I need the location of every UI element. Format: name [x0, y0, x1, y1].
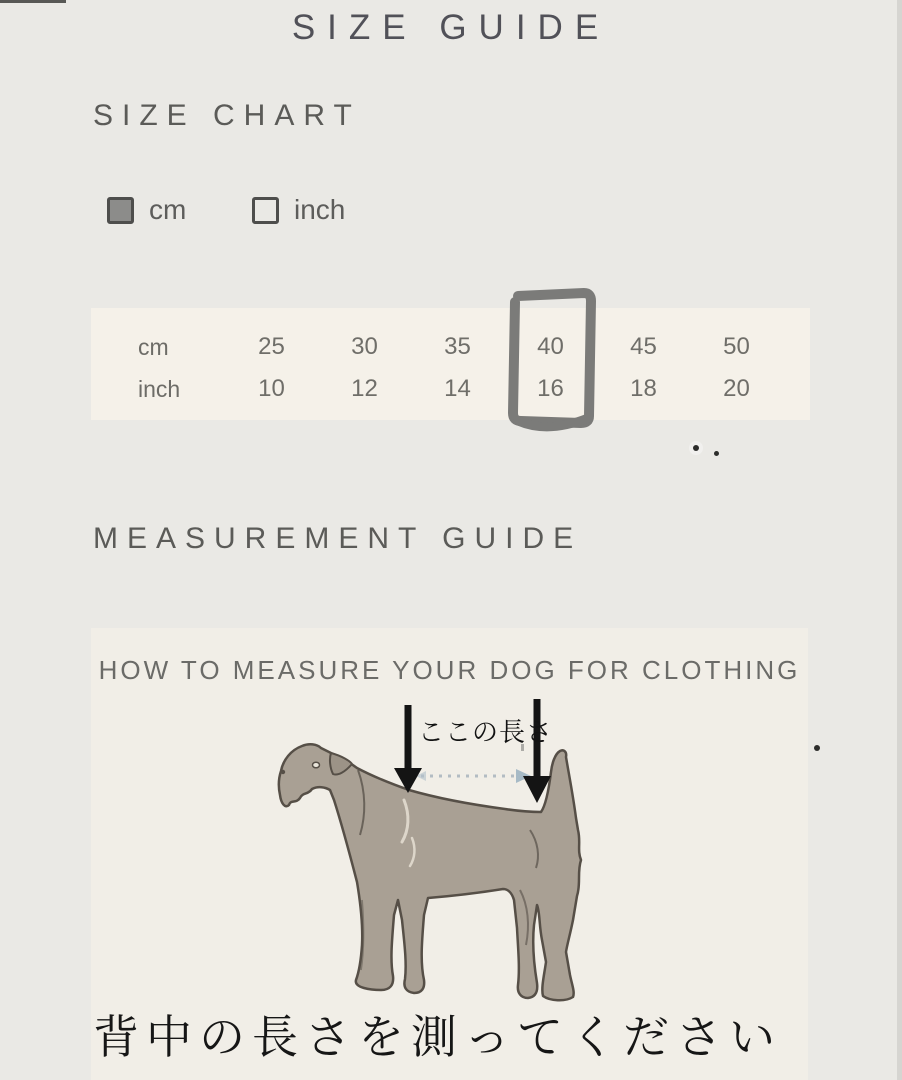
measurement-guide-heading: MEASUREMENT GUIDE	[93, 522, 583, 555]
size-chart-table	[91, 308, 810, 420]
unit-option-inch[interactable]	[252, 194, 345, 226]
screen-edge-artifact	[0, 0, 66, 3]
row-label-cm: cm	[138, 333, 169, 360]
table-row-cm	[91, 328, 810, 366]
cm-value: 50	[723, 333, 750, 360]
dust-speck	[814, 745, 820, 751]
inch-checkbox-label: inch	[294, 194, 346, 225]
dust-speck	[714, 451, 719, 456]
page-title: SIZE GUIDE	[291, 8, 611, 47]
table-row-inch	[91, 370, 810, 408]
screen-edge-shading	[897, 0, 902, 1080]
dust-speck	[693, 445, 699, 451]
inch-value: 12	[351, 375, 378, 402]
cm-value: 35	[444, 333, 471, 360]
left-arrow-shaft	[405, 705, 412, 771]
cm-value: 45	[630, 333, 657, 360]
cm-checkbox[interactable]	[107, 197, 134, 224]
cm-checkbox-label: cm	[149, 194, 187, 225]
inch-value-highlighted: 16	[537, 375, 564, 402]
cm-value: 25	[258, 333, 285, 360]
dog-nose	[281, 770, 285, 774]
row-label-inch: inch	[138, 375, 181, 402]
inch-value: 10	[258, 375, 285, 402]
diagram-title: HOW TO MEASURE YOUR DOG FOR CLOTHING	[98, 655, 801, 685]
measure-instruction-caption: 背中の長さを測ってください	[93, 1011, 782, 1063]
inch-value: 20	[723, 375, 750, 402]
inch-checkbox[interactable]	[252, 197, 279, 224]
cm-value: 30	[351, 333, 378, 360]
cm-value-highlighted: 40	[537, 333, 564, 360]
dog-eye	[313, 762, 320, 768]
inch-value: 18	[630, 375, 657, 402]
size-chart-heading: SIZE CHART	[93, 99, 361, 132]
unit-option-cm[interactable]	[107, 194, 186, 226]
back-length-annotation: ここの長さ	[418, 717, 554, 747]
inch-value: 14	[444, 375, 471, 402]
measurement-diagram-image	[91, 628, 808, 1080]
